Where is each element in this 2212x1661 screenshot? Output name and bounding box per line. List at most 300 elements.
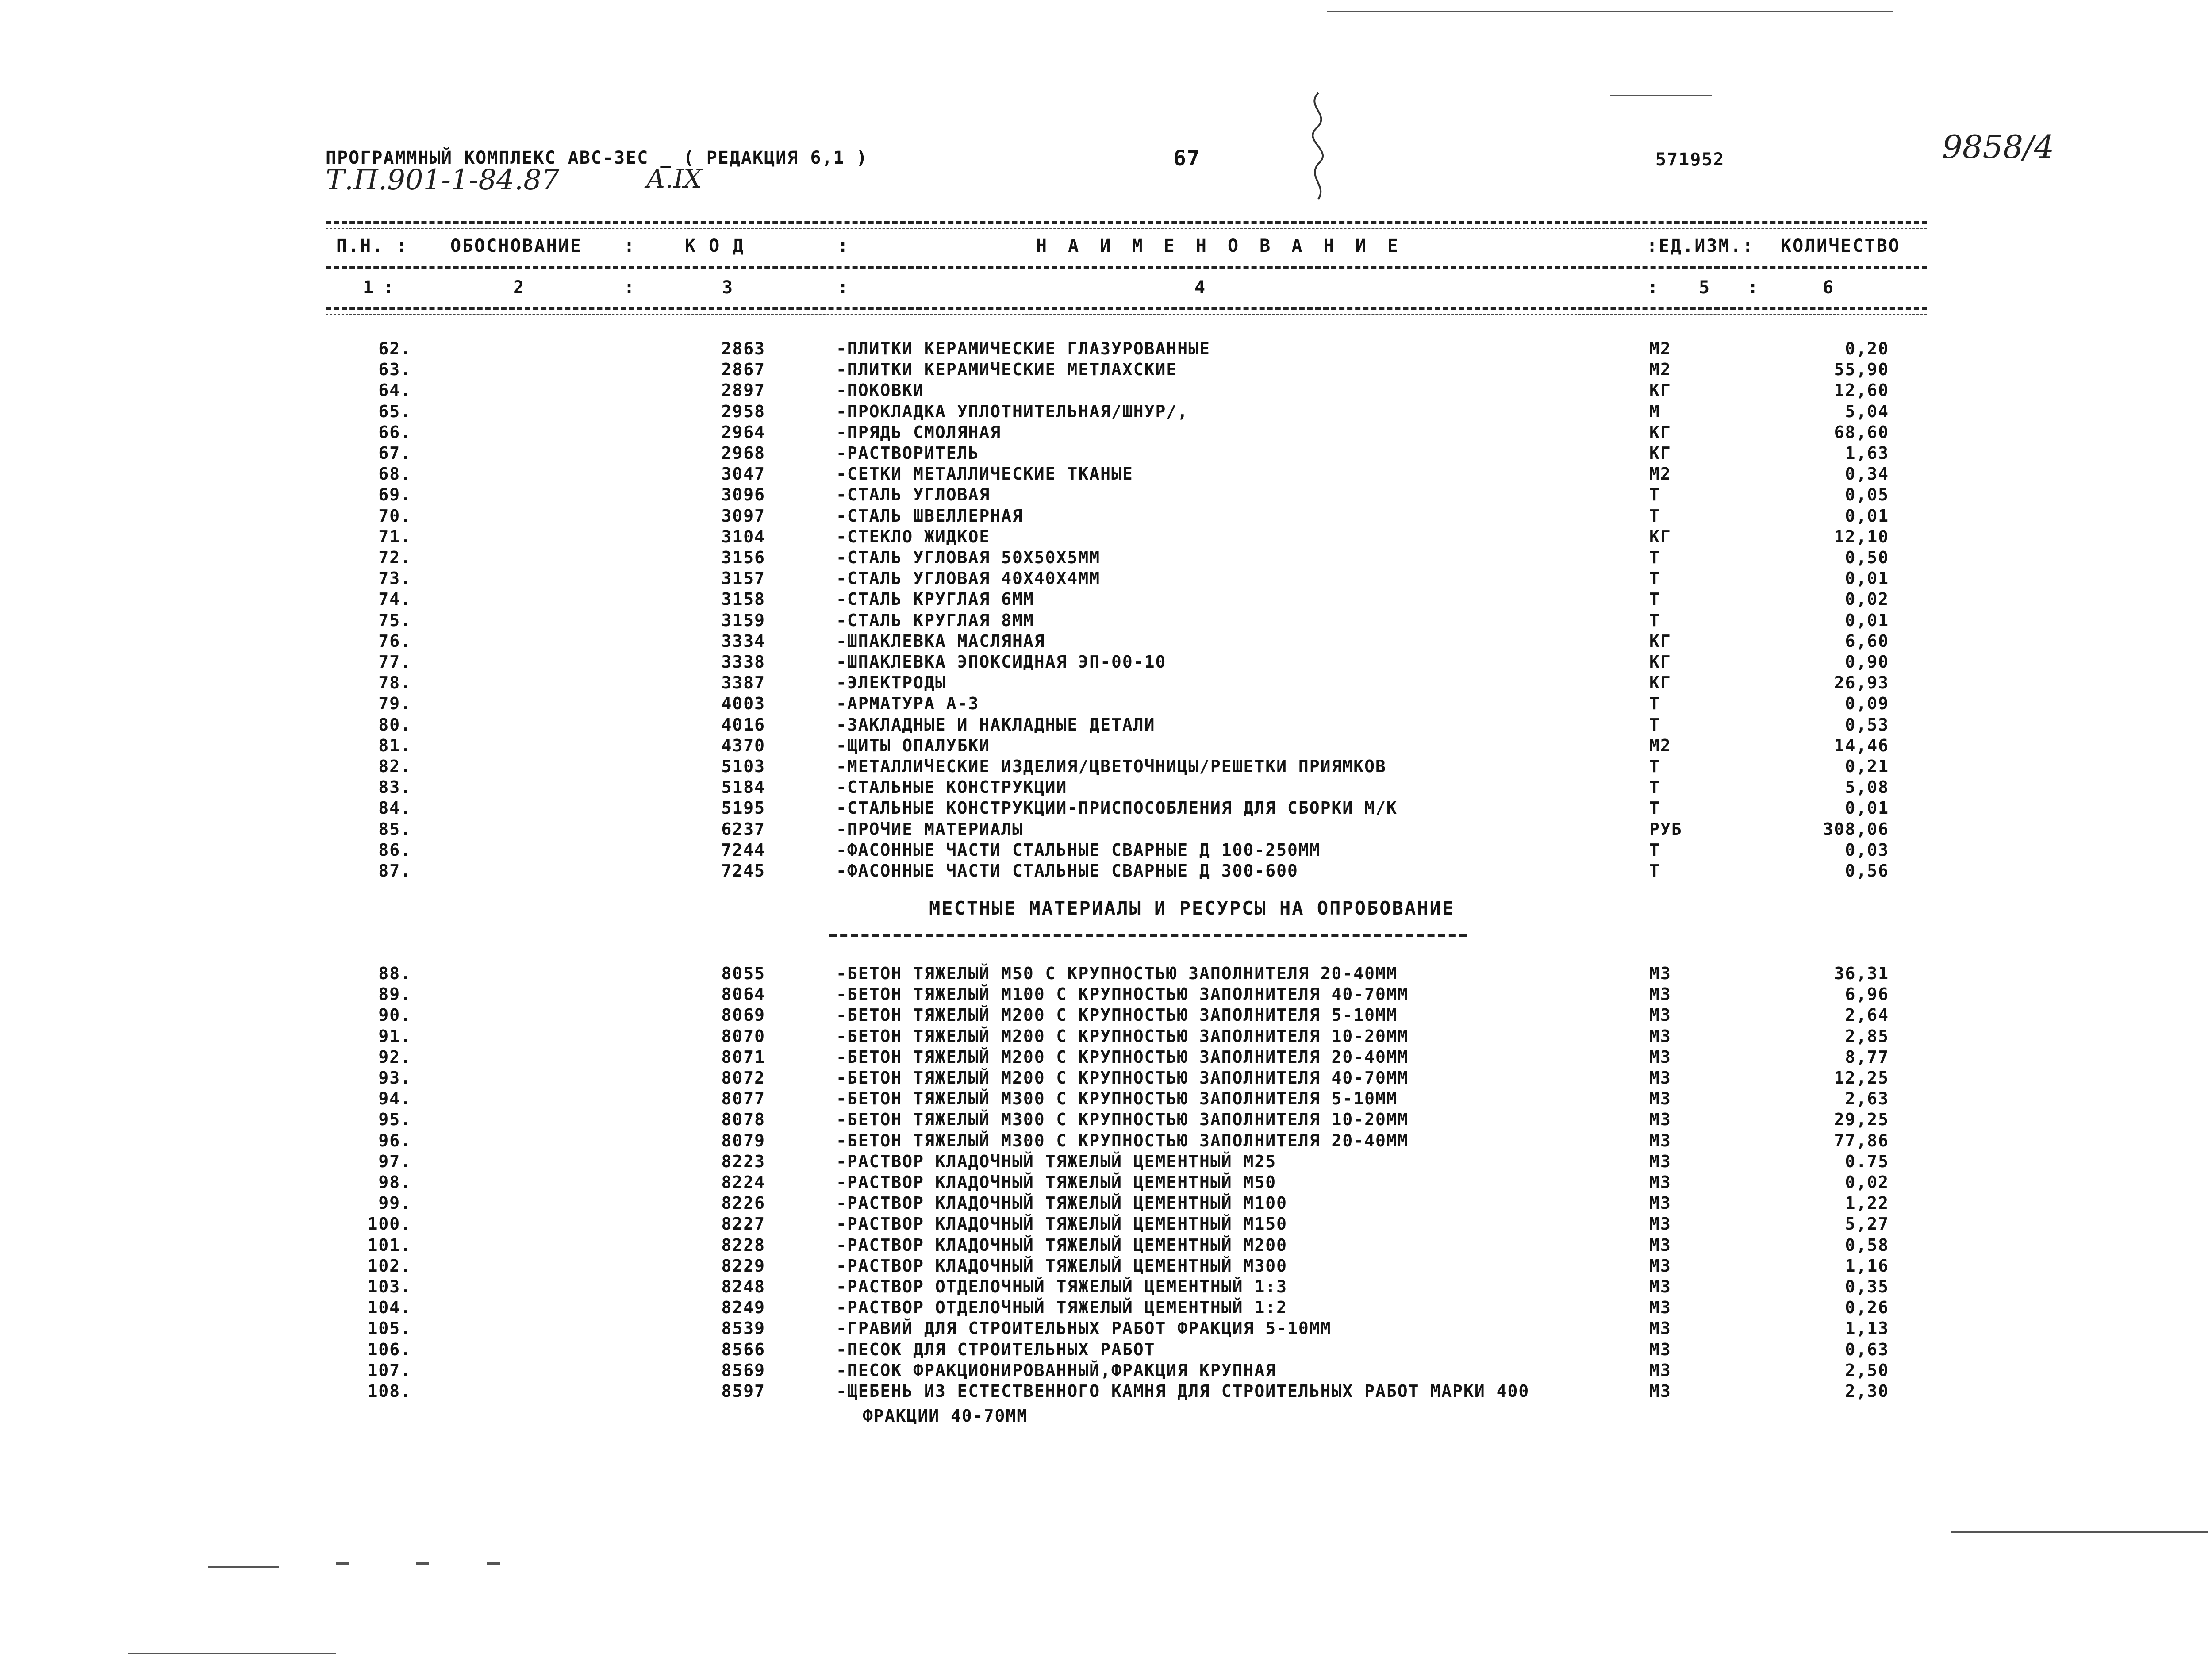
row-name: -СТАЛЬНЫЕ КОНСТРУКЦИИ (836, 777, 1068, 797)
row-code: 8078 (721, 1110, 765, 1130)
row-unit: М3 (1649, 1089, 1671, 1109)
row-name: -РАСТВОРИТЕЛЬ (836, 443, 979, 463)
row-unit: М3 (1649, 1193, 1671, 1213)
scan-mark (1951, 1531, 2208, 1533)
row-name: -СТАЛЬ КРУГЛАЯ 8ММ (836, 610, 1034, 630)
row-code: 5103 (721, 757, 765, 776)
row-name: -БЕТОН ТЯЖЕЛЫЙ М300 С КРУПНОСТЬЮ ЗАПОЛНИТЕЛЯ 5-10ММ (836, 1089, 1398, 1109)
row-number: 91. (378, 1026, 411, 1046)
row-quantity: 36,31 (1834, 964, 1889, 983)
table-row (0, 673, 2212, 694)
row-quantity: 77,86 (1834, 1130, 1889, 1150)
row-quantity: 12,60 (1834, 381, 1889, 400)
row-unit: М3 (1649, 1026, 1671, 1046)
row-code: 3097 (721, 506, 765, 526)
row-unit: КГ (1649, 527, 1671, 546)
row-number: 94. (378, 1089, 411, 1109)
row-quantity: 55,90 (1834, 360, 1889, 380)
row-unit: М2 (1649, 360, 1671, 380)
scan-mark (416, 1562, 429, 1565)
table-row (0, 339, 2212, 360)
table-row (0, 1068, 2212, 1089)
col-separator: : (1747, 277, 1759, 298)
row-unit: Т (1649, 715, 1660, 734)
row-number: 108. (367, 1381, 411, 1401)
handwritten-album-number: А.IX (646, 164, 702, 194)
col-separator: : (1647, 277, 1659, 298)
col-number-1: 1 (363, 277, 375, 298)
row-number: 69. (378, 485, 411, 505)
table-row (0, 1173, 2212, 1193)
program-header: ПРОГРАММНЫЙ КОМПЛЕКС АВС-3ЕС _ ( РЕДАКЦИЯ 6,1 ) (326, 148, 868, 168)
row-unit: Т (1649, 485, 1660, 505)
row-unit: КГ (1649, 652, 1671, 672)
scan-mark (487, 1562, 500, 1565)
table-row (0, 381, 2212, 401)
row-number: 97. (378, 1151, 411, 1171)
row-quantity: 1,22 (1845, 1193, 1889, 1213)
row-unit: КГ (1649, 673, 1671, 693)
row-code: 2968 (721, 443, 765, 463)
table-row (0, 861, 2212, 882)
row-number: 101. (367, 1235, 411, 1255)
row-quantity: 2,63 (1845, 1089, 1889, 1109)
row-number: 82. (378, 757, 411, 776)
row-quantity: 0,01 (1845, 798, 1889, 818)
row-unit: М3 (1649, 1214, 1671, 1234)
scan-mark (1610, 95, 1712, 96)
row-name: -ГРАВИЙ ДЛЯ СТРОИТЕЛЬНЫХ РАБОТ ФРАКЦИЯ 5-10ММ (836, 1319, 1332, 1338)
row-quantity: 2,64 (1845, 1005, 1889, 1025)
row-code: 4016 (721, 715, 765, 734)
col-number-2: 2 (513, 277, 526, 298)
row-name: -СТАЛЬ КРУГЛАЯ 6ММ (836, 589, 1034, 609)
row-unit: Т (1649, 861, 1660, 880)
row-code: 3047 (721, 464, 765, 484)
row-name: -ШПАКЛЕВКА МАСЛЯНАЯ (836, 631, 1045, 651)
table-row (0, 715, 2212, 736)
row-code: 8224 (721, 1173, 765, 1192)
row-quantity: 0,01 (1845, 610, 1889, 630)
row-unit: М2 (1649, 339, 1671, 358)
row-number: 66. (378, 422, 411, 442)
table-row (0, 694, 2212, 715)
row-quantity: 8,77 (1845, 1047, 1889, 1067)
row-unit: М3 (1649, 1005, 1671, 1025)
row-number: 103. (367, 1277, 411, 1296)
row-number: 71. (378, 527, 411, 546)
row-code: 3158 (721, 589, 765, 609)
row-quantity: 2,85 (1845, 1026, 1889, 1046)
table-row (0, 527, 2212, 548)
row-code: 3159 (721, 610, 765, 630)
row-unit: КГ (1649, 631, 1671, 651)
row-unit: Т (1649, 548, 1660, 567)
handwritten-squiggle (1301, 88, 1336, 204)
row-unit: М3 (1649, 1381, 1671, 1401)
row-code: 3334 (721, 631, 765, 651)
row-quantity: 5,04 (1845, 401, 1889, 421)
col-separator: : (837, 236, 849, 256)
table-row (0, 1005, 2212, 1026)
row-quantity: 1,16 (1845, 1256, 1889, 1276)
table-top-rule (326, 221, 1927, 224)
row-quantity: 0,01 (1845, 569, 1889, 588)
row-code: 7245 (721, 861, 765, 880)
row-108-continuation: ФРАКЦИИ 40-70ММ (863, 1406, 1028, 1426)
row-code: 5195 (721, 798, 765, 818)
row-unit: М3 (1649, 1110, 1671, 1130)
table-row (0, 464, 2212, 485)
row-unit: М2 (1649, 735, 1671, 755)
row-code: 8597 (721, 1381, 765, 1401)
table-row (0, 360, 2212, 381)
row-name: -ПЕСОК ФРАКЦИОНИРОВАННЫЙ,ФРАКЦИЯ КРУПНАЯ (836, 1360, 1277, 1380)
row-code: 8071 (721, 1047, 765, 1067)
row-number: 70. (378, 506, 411, 526)
row-quantity: 0,26 (1845, 1298, 1889, 1318)
row-unit: Т (1649, 777, 1660, 797)
col-header-basis: ОБОСНОВАНИЕ (450, 236, 582, 256)
row-number: 83. (378, 777, 411, 797)
table-row (0, 569, 2212, 589)
header-mid-rule (326, 266, 1927, 269)
table-row (0, 1110, 2212, 1130)
row-unit: М3 (1649, 1360, 1671, 1380)
row-code: 8072 (721, 1068, 765, 1088)
row-quantity: 0,05 (1845, 485, 1889, 505)
row-name: -БЕТОН ТЯЖЕЛЫЙ М300 С КРУПНОСТЬЮ ЗАПОЛНИТЕЛЯ 20-40ММ (836, 1130, 1409, 1150)
row-quantity: 2,50 (1845, 1360, 1889, 1380)
row-quantity: 0,09 (1845, 694, 1889, 714)
section-title: МЕСТНЫЕ МАТЕРИАЛЫ И РЕСУРСЫ НА ОПРОБОВАНИЕ (929, 897, 1455, 919)
row-unit: КГ (1649, 443, 1671, 463)
row-number: 102. (367, 1256, 411, 1276)
row-code: 2897 (721, 381, 765, 400)
row-quantity: 14,46 (1834, 735, 1889, 755)
row-code: 3104 (721, 527, 765, 546)
row-code: 8539 (721, 1319, 765, 1338)
row-name: -РАСТВОР КЛАДОЧНЫЙ ТЯЖЕЛЫЙ ЦЕМЕНТНЫЙ М200 (836, 1235, 1287, 1255)
row-quantity: 0,35 (1845, 1277, 1889, 1296)
col-separator: : (837, 277, 849, 298)
row-name: -РАСТВОР КЛАДОЧНЫЙ ТЯЖЕЛЫЙ ЦЕМЕНТНЫЙ М50 (836, 1173, 1277, 1192)
table-row (0, 1214, 2212, 1235)
row-quantity: 5,08 (1845, 777, 1889, 797)
table-row (0, 652, 2212, 673)
row-quantity: 308,06 (1823, 819, 1889, 839)
row-name: -РАСТВОР КЛАДОЧНЫЙ ТЯЖЕЛЫЙ ЦЕМЕНТНЫЙ М25 (836, 1151, 1277, 1171)
row-unit: КГ (1649, 422, 1671, 442)
row-unit: М3 (1649, 1235, 1671, 1255)
col-header-code: К О Д (685, 236, 745, 256)
row-number: 77. (378, 652, 411, 672)
header-bottom-rule (326, 307, 1927, 310)
row-number: 86. (378, 840, 411, 860)
row-number: 96. (378, 1130, 411, 1150)
row-quantity: 0.75 (1845, 1151, 1889, 1171)
row-unit: М2 (1649, 464, 1671, 484)
row-number: 87. (378, 861, 411, 880)
row-name: -ПОКОВКИ (836, 381, 925, 400)
row-number: 105. (367, 1319, 411, 1338)
row-quantity: 0,58 (1845, 1235, 1889, 1255)
row-number: 99. (378, 1193, 411, 1213)
row-code: 8223 (721, 1151, 765, 1171)
table-row (0, 631, 2212, 652)
row-number: 93. (378, 1068, 411, 1088)
row-quantity: 5,27 (1845, 1214, 1889, 1234)
row-name: -БЕТОН ТЯЖЕЛЫЙ М100 С КРУПНОСТЬЮ ЗАПОЛНИТЕЛЯ 40-70ММ (836, 984, 1409, 1004)
row-quantity: 0,63 (1845, 1339, 1889, 1359)
row-quantity: 0,56 (1845, 861, 1889, 880)
handwritten-sheet-number: 9858/4 (1942, 128, 2055, 165)
row-unit: М3 (1649, 1130, 1671, 1150)
row-unit: Т (1649, 798, 1660, 818)
row-name: -СТАЛЬ УГЛОВАЯ 40Х40Х4ММ (836, 569, 1101, 588)
row-name: -СТАЛЬ ШВЕЛЛЕРНАЯ (836, 506, 1023, 526)
row-quantity: 29,25 (1834, 1110, 1889, 1130)
row-code: 5184 (721, 777, 765, 797)
row-number: 107. (367, 1360, 411, 1380)
row-quantity: 26,93 (1834, 673, 1889, 693)
row-number: 81. (378, 735, 411, 755)
scan-mark (128, 1653, 336, 1654)
row-name: -БЕТОН ТЯЖЕЛЫЙ М50 С КРУПНОСТЬЮ ЗАПОЛНИТЕЛЯ 20-40ММ (836, 964, 1398, 983)
row-name: -ПЛИТКИ КЕРАМИЧЕСКИЕ ГЛАЗУРОВАННЫЕ (836, 339, 1210, 358)
row-code: 6237 (721, 819, 765, 839)
row-unit: Т (1649, 569, 1660, 588)
col-header-name: Н А И М Е Н О В А Н И Е (1036, 236, 1403, 256)
table-row (0, 1089, 2212, 1110)
table-row (0, 777, 2212, 798)
col-number-5: 5 (1699, 277, 1711, 298)
row-number: 104. (367, 1298, 411, 1318)
col-number-3: 3 (722, 277, 734, 298)
row-quantity: 2,30 (1845, 1381, 1889, 1401)
row-number: 63. (378, 360, 411, 380)
row-quantity: 12,10 (1834, 527, 1889, 546)
row-code: 2964 (721, 422, 765, 442)
row-number: 85. (378, 819, 411, 839)
row-code: 3096 (721, 485, 765, 505)
row-code: 8226 (721, 1193, 765, 1213)
row-number: 80. (378, 715, 411, 734)
row-name: -АРМАТУРА А-3 (836, 694, 979, 714)
table-row (0, 1047, 2212, 1068)
row-name: -РАСТВОР КЛАДОЧНЫЙ ТЯЖЕЛЫЙ ЦЕМЕНТНЫЙ М300 (836, 1256, 1287, 1276)
row-number: 78. (378, 673, 411, 693)
row-name: -ПРЯДЬ СМОЛЯНАЯ (836, 422, 1002, 442)
row-number: 106. (367, 1339, 411, 1359)
row-number: 92. (378, 1047, 411, 1067)
table-row (0, 548, 2212, 569)
row-code: 3338 (721, 652, 765, 672)
row-code: 8228 (721, 1235, 765, 1255)
row-number: 95. (378, 1110, 411, 1130)
row-name: -БЕТОН ТЯЖЕЛЫЙ М200 С КРУПНОСТЬЮ ЗАПОЛНИТЕЛЯ 5-10ММ (836, 1005, 1398, 1025)
section-title-underline (830, 934, 1467, 937)
row-name: -РАСТВОР КЛАДОЧНЫЙ ТЯЖЕЛЫЙ ЦЕМЕНТНЫЙ М100 (836, 1193, 1287, 1213)
table-row (0, 423, 2212, 443)
row-quantity: 0,20 (1845, 339, 1889, 358)
row-unit: М (1649, 401, 1660, 421)
table-row (0, 1340, 2212, 1361)
row-number: 79. (378, 694, 411, 714)
row-name: -ПЛИТКИ КЕРАМИЧЕСКИЕ МЕТЛАХСКИЕ (836, 360, 1178, 380)
table-row (0, 757, 2212, 777)
row-quantity: 1,63 (1845, 443, 1889, 463)
row-name: -ЭЛЕКТРОДЫ (836, 673, 946, 693)
col-separator: : (383, 277, 394, 298)
row-code: 8229 (721, 1256, 765, 1276)
table-top-rule-2 (326, 228, 1927, 229)
row-quantity: 0,50 (1845, 548, 1889, 567)
row-code: 4003 (721, 694, 765, 714)
row-name: -РАСТВОР КЛАДОЧНЫЙ ТЯЖЕЛЫЙ ЦЕМЕНТНЫЙ М150 (836, 1214, 1287, 1234)
row-name: -БЕТОН ТЯЖЕЛЫЙ М200 С КРУПНОСТЬЮ ЗАПОЛНИТЕЛЯ 40-70ММ (836, 1068, 1409, 1088)
row-code: 7244 (721, 840, 765, 860)
row-code: 8248 (721, 1277, 765, 1296)
table-row (0, 964, 2212, 984)
table-row (0, 1235, 2212, 1256)
row-name: -ПРОЧИЕ МАТЕРИАЛЫ (836, 819, 1023, 839)
document-number: 571952 (1655, 150, 1725, 170)
row-name: -РАСТВОР ОТДЕЛОЧНЫЙ ТЯЖЕЛЫЙ ЦЕМЕНТНЫЙ 1:2 (836, 1298, 1287, 1318)
row-name: -ПРОКЛАДКА УПЛОТНИТЕЛЬНАЯ/ШНУР/, (836, 401, 1189, 421)
row-unit: М3 (1649, 1068, 1671, 1088)
row-unit: РУБ (1649, 819, 1682, 839)
row-quantity: 0,34 (1845, 464, 1889, 484)
row-name: -СТАЛЬНЫЕ КОНСТРУКЦИИ-ПРИСПОСОБЛЕНИЯ ДЛЯ СБОРКИ М/К (836, 798, 1398, 818)
handwritten-project-number: Т.П.901-1-84.87 (326, 164, 560, 196)
col-number-6: 6 (1823, 277, 1835, 298)
page-number: 67 (1173, 146, 1201, 171)
row-number: 73. (378, 569, 411, 588)
row-unit: Т (1649, 757, 1660, 776)
row-code: 8079 (721, 1130, 765, 1150)
row-code: 8064 (721, 984, 765, 1004)
row-unit: М3 (1649, 1256, 1671, 1276)
table-row (0, 402, 2212, 423)
row-unit: КГ (1649, 381, 1671, 400)
row-quantity: 6,60 (1845, 631, 1889, 651)
row-unit: М3 (1649, 1047, 1671, 1067)
row-code: 8566 (721, 1339, 765, 1359)
row-unit: М3 (1649, 1319, 1671, 1338)
table-row (0, 506, 2212, 527)
row-unit: Т (1649, 506, 1660, 526)
row-code: 8069 (721, 1005, 765, 1025)
row-code: 3156 (721, 548, 765, 567)
table-row (0, 611, 2212, 631)
row-quantity: 0,21 (1845, 757, 1889, 776)
table-row (0, 736, 2212, 757)
row-name: -ФАСОННЫЕ ЧАСТИ СТАЛЬНЫЕ СВАРНЫЕ Д 300-600 (836, 861, 1298, 880)
row-number: 90. (378, 1005, 411, 1025)
row-name: -РАСТВОР ОТДЕЛОЧНЫЙ ТЯЖЕЛЫЙ ЦЕМЕНТНЫЙ 1:3 (836, 1277, 1287, 1296)
table-row (0, 1361, 2212, 1381)
table-row (0, 1298, 2212, 1319)
row-quantity: 0,53 (1845, 715, 1889, 734)
row-name: -СТЕКЛО ЖИДКОЕ (836, 527, 991, 546)
row-number: 98. (378, 1173, 411, 1192)
row-number: 67. (378, 443, 411, 463)
row-unit: Т (1649, 589, 1660, 609)
row-code: 8077 (721, 1089, 765, 1109)
row-quantity: 0,02 (1845, 1173, 1889, 1192)
table-row (0, 1319, 2212, 1339)
row-quantity: 0,03 (1845, 840, 1889, 860)
row-name: -МЕТАЛЛИЧЕСКИЕ ИЗДЕЛИЯ/ЦВЕТОЧНИЦЫ/РЕШЕТКИ ПРИЯМКОВ (836, 757, 1386, 776)
table-row (0, 1277, 2212, 1298)
table-row (0, 485, 2212, 506)
row-code: 4370 (721, 735, 765, 755)
scan-mark (336, 1562, 349, 1565)
row-number: 65. (378, 401, 411, 421)
row-number: 76. (378, 631, 411, 651)
row-quantity: 0,90 (1845, 652, 1889, 672)
row-quantity: 0,01 (1845, 506, 1889, 526)
table-row (0, 840, 2212, 861)
row-number: 72. (378, 548, 411, 567)
table-row (0, 1131, 2212, 1152)
row-unit: М3 (1649, 1277, 1671, 1296)
row-name: -СТАЛЬ УГЛОВАЯ 50Х50Х5ММ (836, 548, 1101, 567)
row-name: -ЩЕБЕНЬ ИЗ ЕСТЕСТВЕННОГО КАМНЯ ДЛЯ СТРОИТЕЛЬНЫХ РАБОТ МАРКИ 400 (836, 1381, 1530, 1401)
col-header-unit: :ЕД.ИЗМ.: (1647, 236, 1755, 256)
row-name: -ПЕСОК ДЛЯ СТРОИТЕЛЬНЫХ РАБОТ (836, 1339, 1156, 1359)
row-unit: Т (1649, 694, 1660, 714)
table-row (0, 1152, 2212, 1173)
scan-mark (1327, 11, 1893, 12)
row-code: 8249 (721, 1298, 765, 1318)
row-number: 74. (378, 589, 411, 609)
table-row (0, 984, 2212, 1005)
row-number: 100. (367, 1214, 411, 1234)
row-number: 84. (378, 798, 411, 818)
row-quantity: 6,96 (1845, 984, 1889, 1004)
row-code: 8569 (721, 1360, 765, 1380)
table-row (0, 443, 2212, 464)
row-unit: Т (1649, 610, 1660, 630)
row-unit: Т (1649, 840, 1660, 860)
row-code: 8227 (721, 1214, 765, 1234)
row-name: -БЕТОН ТЯЖЕЛЫЙ М200 С КРУПНОСТЬЮ ЗАПОЛНИТЕЛЯ 10-20ММ (836, 1026, 1409, 1046)
row-code: 2867 (721, 360, 765, 380)
row-number: 64. (378, 381, 411, 400)
row-name: -ЩИТЫ ОПАЛУБКИ (836, 735, 991, 755)
row-code: 8055 (721, 964, 765, 983)
row-unit: М3 (1649, 1173, 1671, 1192)
table-row (0, 798, 2212, 819)
col-separator: : (624, 277, 635, 298)
row-unit: М3 (1649, 1298, 1671, 1318)
row-name: -БЕТОН ТЯЖЕЛЫЙ М200 С КРУПНОСТЬЮ ЗАПОЛНИТЕЛЯ 20-40ММ (836, 1047, 1409, 1067)
row-number: 62. (378, 339, 411, 358)
row-code: 2863 (721, 339, 765, 358)
row-unit: М3 (1649, 984, 1671, 1004)
row-unit: М3 (1649, 1151, 1671, 1171)
col-number-4: 4 (1194, 277, 1207, 298)
col-header-pn: П.Н. : (336, 236, 408, 256)
row-unit: М3 (1649, 964, 1671, 983)
row-unit: М3 (1649, 1339, 1671, 1359)
col-header-qty: КОЛИЧЕСТВО (1781, 236, 1901, 256)
header-bottom-rule-2 (326, 314, 1927, 315)
row-number: 88. (378, 964, 411, 983)
table-row (0, 1256, 2212, 1277)
